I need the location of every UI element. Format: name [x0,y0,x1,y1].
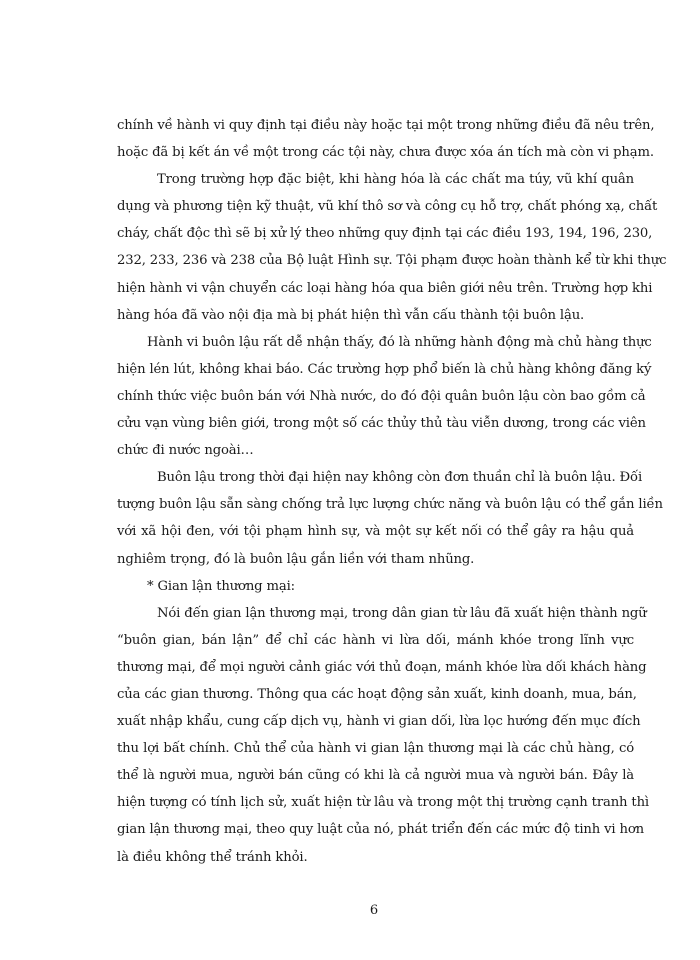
text-line: hiện hành vi vận chuyển các loại hàng hóa qua biên giới nêu trên. Trường hợp khi [117,280,653,296]
text-line: hiện lén lút, không khai báo. Các trường hợp phổ biến là chủ hàng không đăng ký [117,361,652,377]
text-line: “buôn gian, bán lận” để chỉ các hành vi lừa dối, mánh khóe trong lĩnh vực [117,632,634,648]
page-number: 6 [369,903,379,918]
text-line: hàng hóa đã vào nội địa mà bị phát hiện thì vẫn cấu thành tội buôn lậu. [117,307,585,323]
text-line: cháy, chất độc thì sẽ bị xử lý theo những quy định tại các điều 193, 194, 196, 230, [117,226,653,242]
text-line: Hành vi buôn lậu rất dễ nhận thấy, đó là những hành động mà chủ hàng thực [147,334,652,350]
text-line: gian lận thương mại, theo quy luật của nó, phát triển đến các mức độ tinh vi hơn [117,822,645,838]
text-line: thể là người mua, người bán cũng có khi là cả người mua và người bán. Đây là [117,768,634,784]
text-line: Nói đến gian lận thương mại, trong dân gian từ lâu đã xuất hiện thành ngữ [157,605,647,621]
text-line: Trong trường hợp đặc biệt, khi hàng hóa là các chất ma túy, vũ khí quân [157,172,634,188]
text-line: 232, 233, 236 và 238 của Bộ luật Hình sự. Tội phạm được hoàn thành kể từ khi thực [117,253,667,269]
text-line: xuất nhập khẩu, cung cấp dịch vụ, hành vi gian dối, lừa lọc hướng đến mục đích [117,714,641,730]
text-line: hoặc đã bị kết án về một trong các tội này, chưa được xóa án tích mà còn vi phạm. [117,145,654,161]
text-line: thu lợi bất chính. Chủ thể của hành vi gian lận thương mại là các chủ hàng, có [117,741,634,757]
text-line: dụng và phương tiện kỹ thuật, vũ khí thô sơ và công cụ hỗ trợ, chất phóng xạ, chất [117,199,658,215]
body-text [117,112,667,871]
text-line: với xã hội đen, với tội phạm hình sự, và một sự kết nối có thể gây ra hậu quả [117,524,634,540]
text-line: chính thức việc buôn bán với Nhà nước, do đó đội quân buôn lậu còn bao gồm cả [117,388,646,404]
text-line: Buôn lậu trong thời đại hiện nay không còn đơn thuần chỉ là buôn lậu. Đối [157,470,643,486]
text-line: của các gian thương. Thông qua các hoạt động sản xuất, kinh doanh, mua, bán, [117,686,637,702]
text-line: thương mại, để mọi người cảnh giác với thủ đoạn, mánh khóe lừa dối khách hàng [117,659,647,675]
text-line: là điều không thể tránh khỏi. [117,849,308,865]
text-line: chính về hành vi quy định tại điều này hoặc tại một trong những điều đã nêu trên, [117,118,655,133]
text-line: hiện tượng có tính lịch sử, xuất hiện từ lâu và trong một thị trường cạnh tranh thì [117,795,649,811]
text-line: nghiêm trọng, đó là buôn lậu gắn liền với tham nhũng. [117,551,475,567]
text-line: chức đi nước ngoài… [117,443,254,459]
section-subheading: * Gian lận thương mại: [147,578,295,594]
text-line: tượng buôn lậu sẵn sàng chống trả lực lượng chức năng và buôn lậu có thể gắn liền [117,497,663,513]
text-line: cửu vạn vùng biên giới, trong một số các thủy thủ tàu viễn dương, trong các viên [117,416,646,432]
